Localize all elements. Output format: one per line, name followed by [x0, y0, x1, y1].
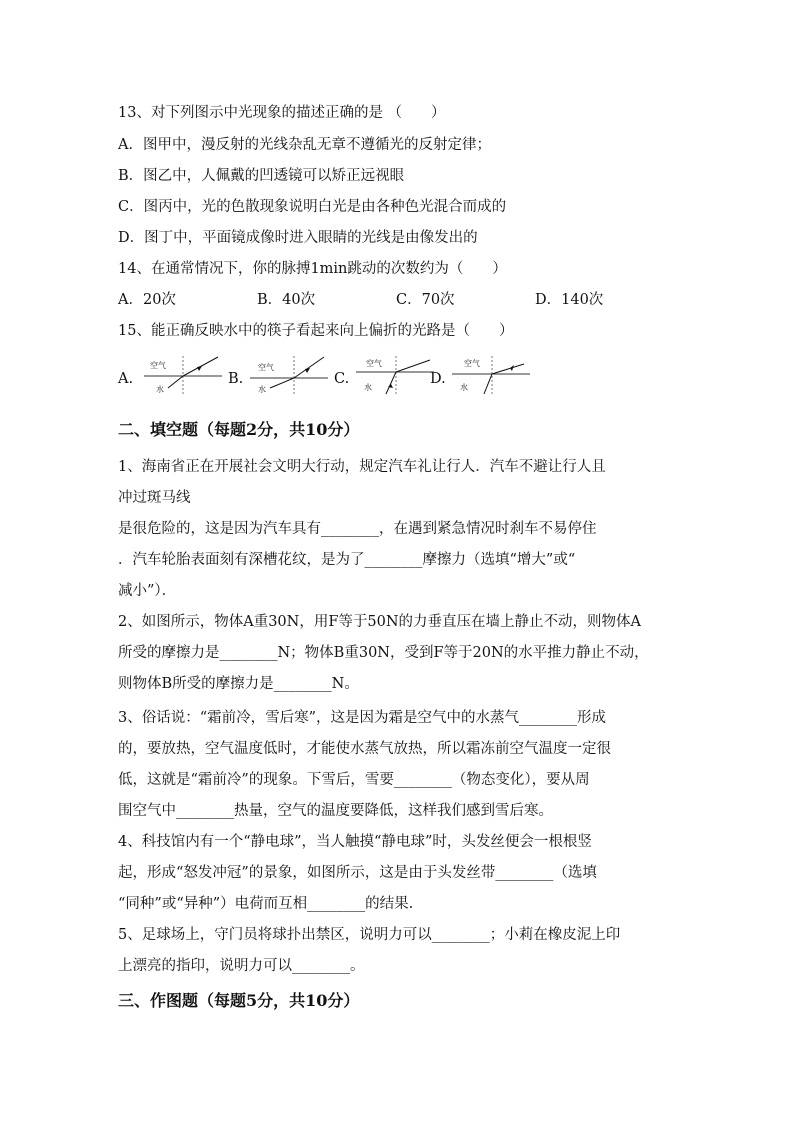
air-label-c: 空气: [366, 359, 382, 368]
q13-option-a: A．图甲中，漫反射的光线杂乱无章不遵循光的反射定律；: [118, 137, 491, 153]
q15-diagram-d: [448, 354, 534, 398]
fill-line-15: “同种”或“异种”）电荷而互相________的结果.: [118, 896, 414, 912]
fill-line-11: 低，这就是“霜前冷”的现象。下雪后，雪要________（物态变化），要从周: [118, 772, 590, 788]
fill-line-7: 所受的摩擦力是________N；物体B重30N，受到F等于20N的水平推力静止不动，: [118, 645, 649, 661]
q15-letter-c: C.: [334, 371, 350, 387]
water-label-d: 水: [460, 383, 468, 392]
q15-letter-a: A.: [118, 371, 134, 387]
fill-line-6: 2、如图所示，物体A重30N，用F等于50N的力垂直压在墙上静止不动，则物体A: [118, 614, 642, 630]
fill-line-10: 的，要放热，空气温度低时，才能使水蒸气放热，所以霜冻前空气温度一定很: [118, 741, 611, 757]
fill-line-13: 4、科技馆内有一个“静电球”，当人触摸“静电球”时，头发丝便会一根根竖: [118, 834, 592, 850]
fill-line-5: 减小”）．: [118, 583, 177, 599]
fill-line-2: 冲过斑马线: [118, 490, 191, 506]
q14-option-d: D．140次: [535, 292, 604, 308]
fill-line-14: 起，形成“怒发冲冠”的景象，如图所示，这是由于头发丝带________（选填: [118, 865, 597, 881]
fill-line-1: 1、海南省正在开展社会文明大行动，规定汽车礼让行人．汽车不避让行人且: [118, 459, 606, 475]
q13-stem: 13、对下列图示中光现象的描述正确的是 （ ）: [118, 105, 446, 121]
fill-line-3: 是很危险的，这是因为汽车具有________，在遇到紧急情况时刹车不易停住: [118, 521, 597, 537]
air-label-a: 空气: [150, 361, 166, 370]
air-label-b: 空气: [258, 363, 274, 372]
q14-option-b: B．40次: [257, 292, 316, 308]
q14-option-a: A．20次: [118, 292, 176, 308]
q15-stem: 15、能正确反映水中的筷子看起来向上偏折的光路是（ ）: [118, 323, 514, 339]
section-2-title: 二、填空题（每题2分，共10分）: [118, 420, 360, 439]
q13-option-b: B．图乙中，人佩戴的凹透镜可以矫正远视眼: [118, 168, 405, 184]
fill-line-8: 则物体B所受的摩擦力是________N。: [118, 676, 359, 692]
q15-diagram-b: [246, 354, 332, 398]
fill-line-17: 上漂亮的指印，说明力可以________。: [118, 958, 365, 974]
section-3-title: 三、作图题（每题5分，共10分）: [118, 991, 360, 1010]
air-label-d: 空气: [464, 359, 480, 368]
q14-stem: 14、在通常情况下，你的脉搏1min跳动的次数约为（ ）: [118, 261, 507, 277]
q13-option-c: C．图丙中，光的色散现象说明白光是由各种色光混合而成的: [118, 199, 507, 215]
q14-option-c: C．70次: [396, 292, 455, 308]
q15-diagram-c: [352, 354, 438, 398]
q13-option-d: D．图丁中，平面镜成像时进入眼睛的光线是由像发出的: [118, 230, 478, 246]
q15-letter-d: D.: [430, 371, 446, 387]
fill-line-9: 3、俗话说：“霜前冷，雪后寒”，这是因为霜是空气中的水蒸气________形成: [118, 710, 607, 726]
fill-line-12: 围空气中________热量，空气的温度要降低，这样我们感到雪后寒。: [118, 803, 553, 819]
q15-letter-b: B.: [228, 371, 244, 387]
fill-line-4: ．汽车轮胎表面刻有深槽花纹，是为了________摩擦力（选填“增大”或“: [118, 552, 576, 568]
water-label-c: 水: [364, 383, 372, 392]
q15-diagram-a: [140, 354, 226, 398]
water-label-a: 水: [156, 385, 164, 394]
water-label-b: 水: [258, 385, 266, 394]
fill-line-16: 5、足球场上，守门员将球扑出禁区，说明力可以________；小莉在橡皮泥上印: [118, 927, 621, 943]
